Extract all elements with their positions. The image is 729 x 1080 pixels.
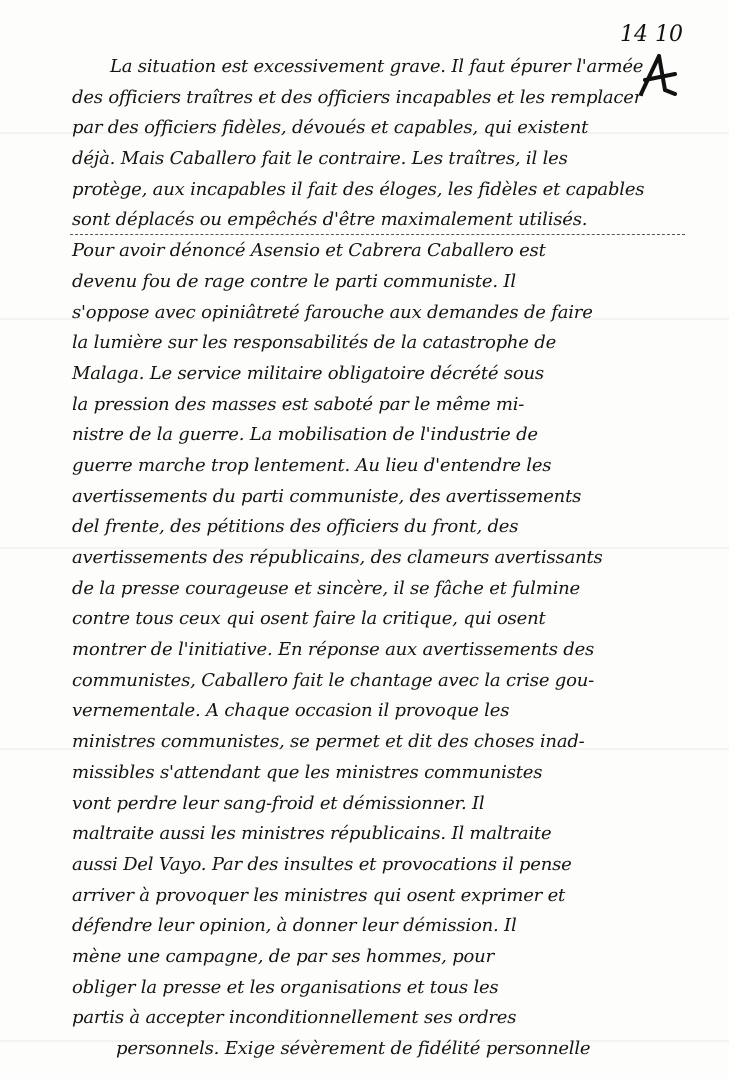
text-line-content: del frente, des pétitions des officiers du front, des — [72, 516, 519, 538]
text-line — [0, 696, 729, 727]
text-line-content: la lumière sur les responsabilités de la catastrophe de — [72, 332, 557, 354]
text-line-content: guerre marche trop lentement. Au lieu d'entendre les — [72, 454, 552, 476]
text-line-content: défendre leur opinion, à donner leur démission. Il — [72, 915, 517, 937]
text-line — [0, 175, 729, 206]
text-line-content: Malaga. Le service militaire obligatoire décrété sous — [72, 362, 544, 384]
page-number: 14 10 — [620, 22, 683, 47]
text-line — [0, 298, 729, 329]
text-line — [0, 942, 729, 973]
text-line-content: arriver à provoquer les ministres qui osent exprimer et — [72, 884, 566, 906]
text-line — [0, 451, 729, 482]
text-line-content: vont perdre leur sang-froid et démissionner. Il — [72, 792, 485, 814]
text-line-content: partis à accepter inconditionnellement ses ordres — [72, 1007, 517, 1029]
text-line-content: de la presse courageuse et sincère, il se fâche et fulmine — [72, 577, 580, 599]
text-line — [0, 390, 729, 421]
text-line-content: La situation est excessivement grave. Il faut épurer l'armée — [110, 56, 644, 77]
text-line-content: devenu fou de rage contre le parti communiste. Il — [72, 270, 516, 292]
text-line-content: mène une campagne, de par ses hommes, pour — [72, 945, 494, 967]
text-line-content: des officiers traîtres et des officiers incapables et les remplacer — [72, 86, 643, 108]
text-line — [0, 574, 729, 605]
text-line-content: nistre de la guerre. La mobilisation de l'industrie de — [72, 424, 538, 446]
text-line-content: sont déplacés ou empêchés d'être maximalement utilisés. — [72, 209, 588, 231]
text-line-content: obliger la presse et les organisations et tous les — [72, 976, 499, 998]
text-line — [0, 727, 729, 758]
text-line-content: s'oppose avec opiniâtreté farouche aux demandes de faire — [72, 301, 593, 323]
text-line — [0, 604, 729, 635]
text-line-content: ministres communistes, se permet et dit des choses inad- — [72, 731, 585, 753]
text-line — [0, 420, 729, 451]
text-line-content: missibles s'attendant que les ministres communistes — [72, 761, 543, 783]
text-line-content: aussi Del Vayo. Par des insultes et provocations il pense — [72, 853, 572, 875]
text-line — [0, 911, 729, 942]
text-line — [0, 973, 729, 1004]
text-line-content: Pour avoir dénoncé Asensio et Cabrera Caballero est — [72, 240, 546, 262]
text-line-content: par des officiers fidèles, dévoués et capables, qui existent — [72, 117, 589, 139]
text-line — [0, 543, 729, 574]
text-line — [0, 666, 729, 697]
text-line-content: contre tous ceux qui osent faire la critique, qui osent — [72, 608, 546, 630]
text-line-content: personnels. Exige sévèrement de fidélité personnelle — [116, 1038, 591, 1059]
text-line-content: déjà. Mais Caballero fait le contraire. Les traîtres, il les — [72, 148, 568, 170]
text-line-content: montrer de l'initiative. En réponse aux avertissements des — [72, 639, 595, 661]
text-line — [0, 512, 729, 543]
text-line — [0, 267, 729, 298]
text-line — [0, 1003, 729, 1034]
text-line — [0, 359, 729, 390]
text-line — [0, 758, 729, 789]
text-line — [0, 881, 729, 912]
text-line — [0, 635, 729, 666]
text-line — [0, 144, 729, 175]
text-line-content: la pression des masses est saboté par le même mi- — [72, 393, 525, 415]
text-line — [0, 83, 729, 114]
text-line — [0, 328, 729, 359]
text-line — [0, 236, 729, 267]
text-line — [0, 52, 729, 83]
text-line — [0, 850, 729, 881]
text-line — [0, 482, 729, 513]
text-line-content: avertissements des républicains, des clameurs avertissants — [72, 547, 603, 568]
text-line-content: vernementale. A chaque occasion il provoque les — [72, 700, 510, 722]
text-line — [0, 819, 729, 850]
text-line — [0, 789, 729, 820]
text-line-content: maltraite aussi les ministres républicains. Il maltraite — [72, 823, 552, 845]
text-line — [0, 205, 729, 236]
text-line — [0, 113, 729, 144]
text-line-content: protège, aux incapables il fait des éloges, les fidèles et capables — [72, 178, 645, 200]
text-line-content: communistes, Caballero fait le chantage avec la crise gou- — [72, 669, 595, 691]
text-line — [0, 1034, 729, 1065]
text-line-content: avertissements du parti communiste, des avertissements — [72, 485, 582, 507]
handwritten-text-block — [0, 52, 729, 1065]
